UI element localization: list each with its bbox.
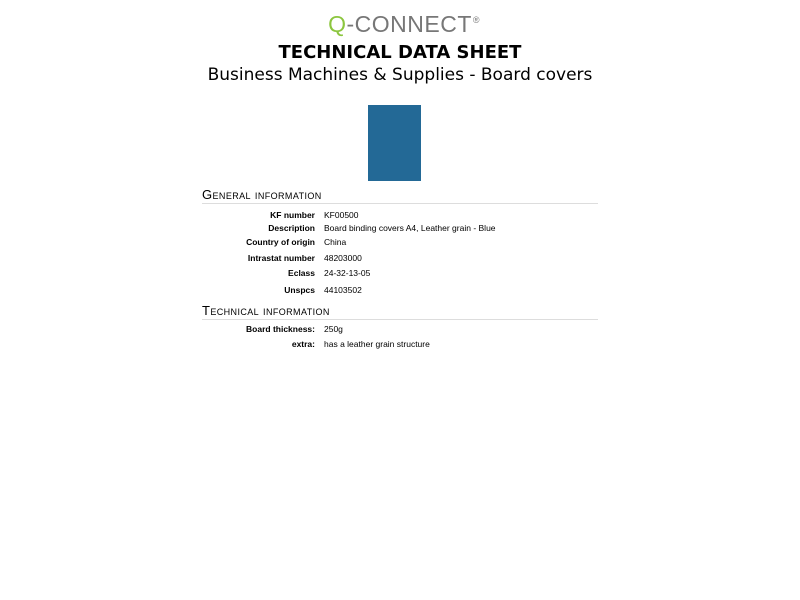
info-value: Board binding covers A4, Leather grain - Blue: [324, 223, 496, 233]
logo-text: -CONNECT: [346, 11, 472, 37]
info-row-country-of-origin: [0, 235, 800, 249]
info-label: Eclass: [288, 268, 315, 278]
info-value: China: [324, 237, 347, 247]
tech-row-extra: [0, 337, 800, 351]
general-information-heading-text: General information: [202, 187, 322, 202]
info-row-intrastat-number: [0, 251, 800, 265]
tech-row-board-thickness: [0, 322, 800, 336]
info-row-description: [0, 221, 800, 235]
brand-logo: [0, 10, 800, 38]
tech-value: 250g: [324, 324, 343, 334]
info-value: KF00500: [324, 210, 359, 220]
info-row-unspcs: [0, 283, 800, 297]
info-label: Country of origin: [246, 237, 315, 247]
logo-q-mark: Q: [328, 11, 347, 37]
tech-label: extra:: [291, 339, 315, 349]
info-label: KF number: [270, 210, 315, 220]
technical-information-heading-text: Technical information: [202, 303, 330, 318]
info-value: 44103502: [324, 285, 362, 295]
page-title: TECHNICAL DATA SHEET: [278, 42, 522, 63]
product-image: [368, 105, 421, 181]
general-information-heading: [202, 188, 598, 204]
page-subtitle: Business Machines & Supplies - Board covers: [207, 65, 593, 85]
tech-label: Board thickness:: [246, 324, 315, 334]
info-label: Unspcs: [284, 285, 315, 295]
info-value: 24-32-13-05: [324, 268, 371, 278]
info-label: Description: [268, 223, 315, 233]
info-row-eclass: [0, 266, 800, 280]
info-label: Intrastat number: [247, 253, 315, 263]
technical-information-heading: [202, 304, 598, 320]
tech-value: has a leather grain structure: [324, 339, 430, 349]
info-row-kf-number: [0, 208, 800, 222]
info-value: 48203000: [324, 253, 362, 263]
registered-mark: ®: [472, 15, 481, 25]
